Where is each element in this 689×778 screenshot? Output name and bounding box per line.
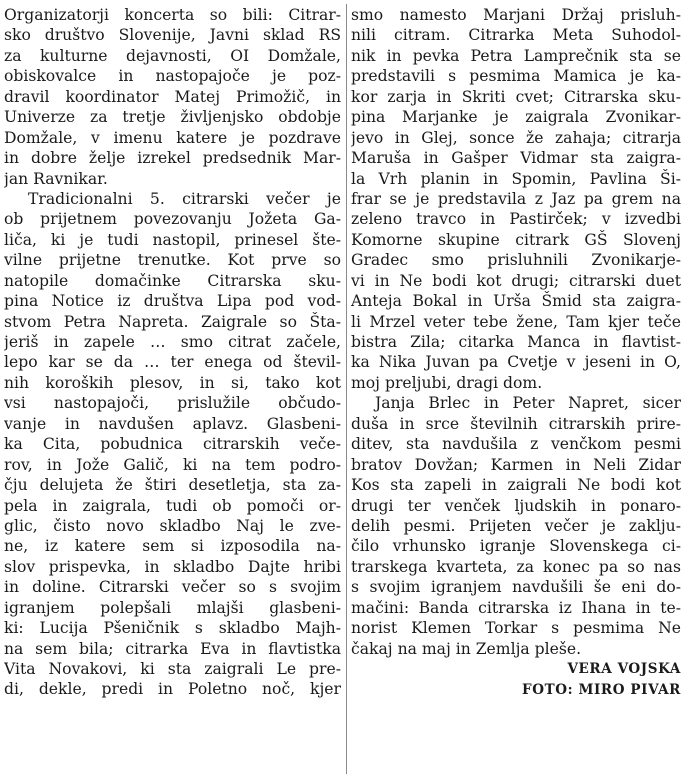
text-line: bistra Zila; citarka Manca in flavtist- [351, 333, 681, 351]
text-line: Univerze za tretje življenjsko obdobje [4, 108, 341, 127]
text-line: jeriš in zapele … smo citrat začele, [4, 333, 341, 351]
text-line: kor zarja in Skriti cvet; Citrarska sku- [351, 87, 681, 106]
text-line: obiskovalce in nastopajoče je poz- [4, 67, 341, 86]
text-line: frar se je predstavila z Jaz pa grem na [351, 189, 681, 208]
text-line: predstavili s pesmima Mamica je ka- [351, 67, 681, 86]
text-line: na sem bila; citrarka Eva in flavtistka [4, 639, 341, 658]
text-line: za kulturne dejavnosti, OI Domžale, [4, 46, 341, 65]
text-line: ki: Lucija Pšeničnik s skladbo Majh- [4, 619, 341, 638]
text-line: in doline. Citrarski večer so s svojim [4, 578, 341, 597]
text-line: igranjem polepšali mlajši glasbeni- [4, 598, 341, 617]
text-line: mačini: Banda citrarska iz Ihana in te- [351, 598, 681, 617]
text-line: pina Notice iz društva Lipa pod vod- [4, 292, 341, 311]
text-line: ka Nika Juvan pa Cvetje v jeseni in O, [351, 353, 681, 372]
text-line: Janja Brlec in Peter Napret, sicer [375, 394, 681, 413]
article-column-right [351, 5, 681, 701]
text-line: nih koroških plesov, in si, tako kot [4, 373, 341, 392]
text-line: liča, ki je tudi nastopil, prinesel šte- [4, 230, 341, 249]
text-line: ob prijetnem povezovanju Jožeta Ga- [4, 210, 341, 229]
text-line: Maruša in Gašper Vidmar sta zaigra- [351, 149, 681, 168]
article-column-left [4, 5, 341, 700]
text-line: jan Ravnikar. [4, 169, 108, 188]
text-line: stvom Petra Napreta. Zaigrale so Šta- [4, 312, 341, 331]
author-byline: VERA VOJSKA [567, 661, 681, 677]
right-column-text [351, 5, 681, 659]
text-line: ka Cita, pobudnica citrarskih veče- [4, 435, 341, 454]
text-line: sko društvo Slovenije, Javni sklad RS [4, 26, 341, 45]
text-line: glic, čisto novo skladbo Naj le zve- [4, 516, 341, 535]
text-line: drugi ter venček ljudskih in ponaro- [351, 496, 681, 515]
text-line: natopile domačinke Citrarska sku- [4, 271, 341, 290]
text-line: lepo kar se da … ter enega od števil- [4, 353, 341, 372]
text-line: ditev, sta navdušila z venčkom pesmi [351, 435, 681, 454]
text-line: vanje in navdušen aplavz. Glasbeni- [4, 414, 341, 433]
text-line: nili citram. Citrarka Meta Suhodol- [351, 26, 681, 45]
text-line: Anteja Bokal in Urša Šmid sta zaigra- [351, 292, 681, 311]
text-line: dravil koordinator Matej Primožič, in [4, 87, 341, 106]
text-line: Komorne skupine citrark GŠ Slovenj [351, 230, 681, 249]
text-line: jevo in Glej, sonce že zahaja; citrarja [351, 128, 681, 147]
text-line: smo namesto Marjani Držaj prisluh- [351, 6, 681, 24]
text-line: slov prispevka, in skladbo Dajte hribi [4, 557, 341, 576]
text-line: trarskega kvarteta, za konec pa so nas [351, 557, 681, 576]
text-line: Tradicionalni 5. citrarski večer je [28, 189, 341, 208]
text-line: čakaj na maj in Zemlja pleše. [351, 639, 582, 658]
text-line: nik in pevka Petra Lamprečnik sta se [351, 46, 681, 65]
text-line: s svojim igranjem navdušili še eni do- [351, 578, 681, 597]
text-line: čju delujeta že štiri desetletja, sta za- [4, 476, 341, 495]
text-line: delih pesmi. Prijeten večer je zaklju- [351, 516, 681, 535]
text-line: li Mrzel veter tebe žene, Tam kjer teče [351, 312, 681, 331]
text-line: duša in srce številnih citrarskih prire- [351, 414, 681, 433]
text-line: vilne prijetne trenutke. Kot prve so [4, 251, 341, 270]
text-line: rov, in Jože Galič, ki na tem podro- [4, 455, 341, 474]
text-line: pina Marjanke je zaigrala Zvonikar- [351, 108, 681, 127]
photo-credit: FOTO: MIRO PIVAR [522, 682, 681, 698]
text-line: in dobre želje izrekel predsednik Mar- [4, 149, 341, 168]
text-line: vi in Ne bodi kot drugi; citrarski duet [351, 271, 681, 290]
text-line: Kos sta zapeli in zaigrali Ne bodi kot [351, 476, 681, 495]
text-line: čilo vrhunsko igranje Slovenskega ci- [351, 537, 681, 556]
text-line: di, dekle, predi in Poletno noč, kjer [4, 680, 341, 699]
text-line: bratov Dovžan; Karmen in Neli Zidar [351, 455, 681, 474]
text-line: pela in zaigrala, tudi ob pomoči or- [4, 496, 341, 515]
text-line: Gradec smo prisluhnili Zvonikarje- [351, 251, 681, 270]
text-line: Organizatorji koncerta so bili: Citrar- [4, 6, 341, 24]
column-divider [346, 4, 347, 774]
text-line: norist Klemen Torkar s pesmima Ne [351, 619, 681, 638]
text-line: Domžale, v imenu katere je pozdrave [4, 128, 341, 147]
text-line: moj preljubi, dragi dom. [351, 373, 543, 392]
text-line: ne, iz katere sem si izposodila na- [4, 537, 341, 556]
text-line: zeleno travco in Pastirček; v izvedbi [351, 210, 681, 229]
text-line: vsi nastopajoči, prislužile občudo- [4, 394, 341, 413]
text-line: Vita Novakovi, ki sta zaigrali Le pre- [4, 660, 341, 678]
text-line: la Vrh planin in Spomin, Pavlina Ši- [351, 169, 681, 188]
